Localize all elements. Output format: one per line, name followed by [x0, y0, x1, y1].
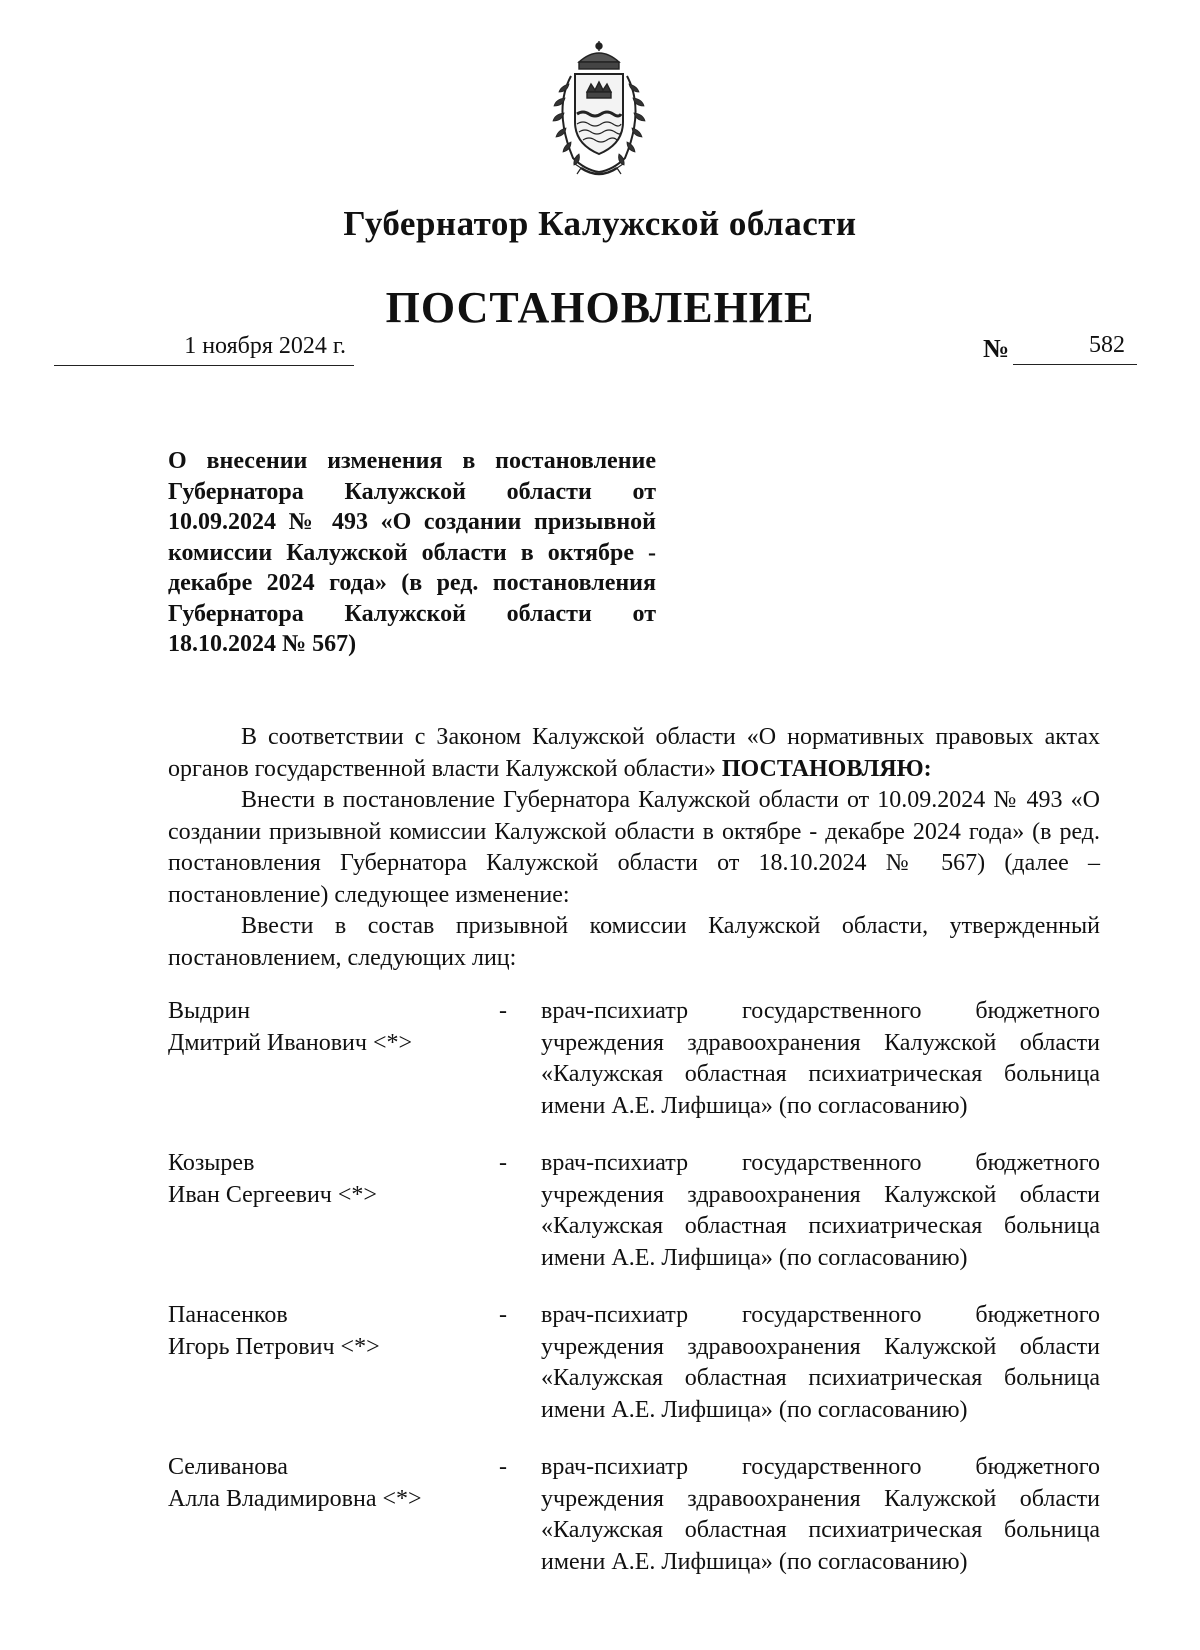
composition-paragraph: Ввести в состав призывной комиссии Калужской области, утвержденный постановлением, следующих лиц:: [168, 913, 1100, 971]
member-position: [541, 1300, 1100, 1426]
document-body: [168, 722, 1100, 974]
member-name: [168, 1452, 468, 1515]
member-entry: [168, 996, 1100, 1148]
resolve-keyword: ПОСТАНОВЛЯЮ:: [721, 755, 932, 782]
member-position: [541, 996, 1100, 1122]
member-name: [168, 996, 468, 1059]
member-given-names: Дмитрий Иванович <*>: [168, 1029, 413, 1056]
member-dash: -: [499, 998, 507, 1024]
member-position-line1: врач-психиатр государственного бюджетного: [541, 1150, 1100, 1176]
member-dash: -: [499, 1150, 507, 1176]
member-entry: [168, 1452, 1100, 1604]
member-position-rest: учреждения здравоохранения Калужской области «Калужская областная психиатрическая больница имени А.Е. Лифшица» (по согласованию): [541, 1029, 1100, 1119]
member-position: [541, 1148, 1100, 1274]
document-subject: О внесении изменения в постановление Губернатора Калужской области от 10.09.2024 № 493 «О создании призывной комиссии Калужской области в октябре - декабре 2024 года» (в ред. постановления Губернатора Калужской области от 18.10.2024 № 567): [168, 448, 656, 657]
document-number-field: [1013, 332, 1137, 365]
member-entry: [168, 1148, 1100, 1300]
member-surname: Выдрин: [168, 998, 251, 1024]
member-position-line1: врач-психиатр государственного бюджетного: [541, 998, 1100, 1024]
member-name: [168, 1148, 468, 1211]
member-dash: -: [499, 1454, 507, 1480]
member-given-names: Алла Владимировна <*>: [168, 1485, 422, 1512]
member-dash: -: [499, 1302, 507, 1328]
member-entry: [168, 1300, 1100, 1452]
issuing-authority: Губернатор Калужской области: [343, 204, 857, 243]
document-number-label: №: [983, 334, 1010, 363]
member-surname: Селиванова: [168, 1454, 288, 1480]
preamble-text: В соответствии с Законом Калужской области «О нормативных правовых актах органов государственной власти Калужской области»: [168, 724, 1100, 782]
member-name: [168, 1300, 468, 1363]
member-surname: Козырев: [168, 1150, 255, 1176]
member-position-line1: врач-психиатр государственного бюджетного: [541, 1302, 1100, 1328]
amendment-paragraph: Внести в постановление Губернатора Калужской области от 10.09.2024 № 493 «О создании призывной комиссии Калужской области в октябре - декабре 2024 года» (в ред. постановления Губернатора Калужской области от 18.10.2024 № 567) (далее – постановление) следующее изменение:: [168, 787, 1100, 908]
member-position-rest: учреждения здравоохранения Калужской области «Калужская областная психиатрическая больница имени А.Е. Лифшица» (по согласованию): [541, 1181, 1100, 1271]
preamble-paragraph: [168, 722, 1100, 785]
document-number: 582: [1089, 332, 1125, 358]
member-given-names: Иван Сергеевич <*>: [168, 1181, 377, 1208]
member-position-rest: учреждения здравоохранения Калужской области «Калужская областная психиатрическая больница имени А.Е. Лифшица» (по согласованию): [541, 1333, 1100, 1423]
member-surname: Панасенков: [168, 1302, 288, 1328]
commission-members-list: [168, 996, 1100, 1604]
member-given-names: Игорь Петрович <*>: [168, 1333, 380, 1360]
document-date-field: [54, 333, 354, 366]
document-type-title: ПОСТАНОВЛЕНИЕ: [385, 283, 815, 332]
kaluga-region-coat-of-arms-icon: [535, 40, 663, 182]
member-position-line1: врач-психиатр государственного бюджетного: [541, 1454, 1100, 1480]
member-position-rest: учреждения здравоохранения Калужской области «Калужская областная психиатрическая больница имени А.Е. Лифшица» (по согласованию): [541, 1485, 1100, 1575]
document-date: 1 ноября 2024 г.: [184, 333, 346, 359]
member-position: [541, 1452, 1100, 1578]
